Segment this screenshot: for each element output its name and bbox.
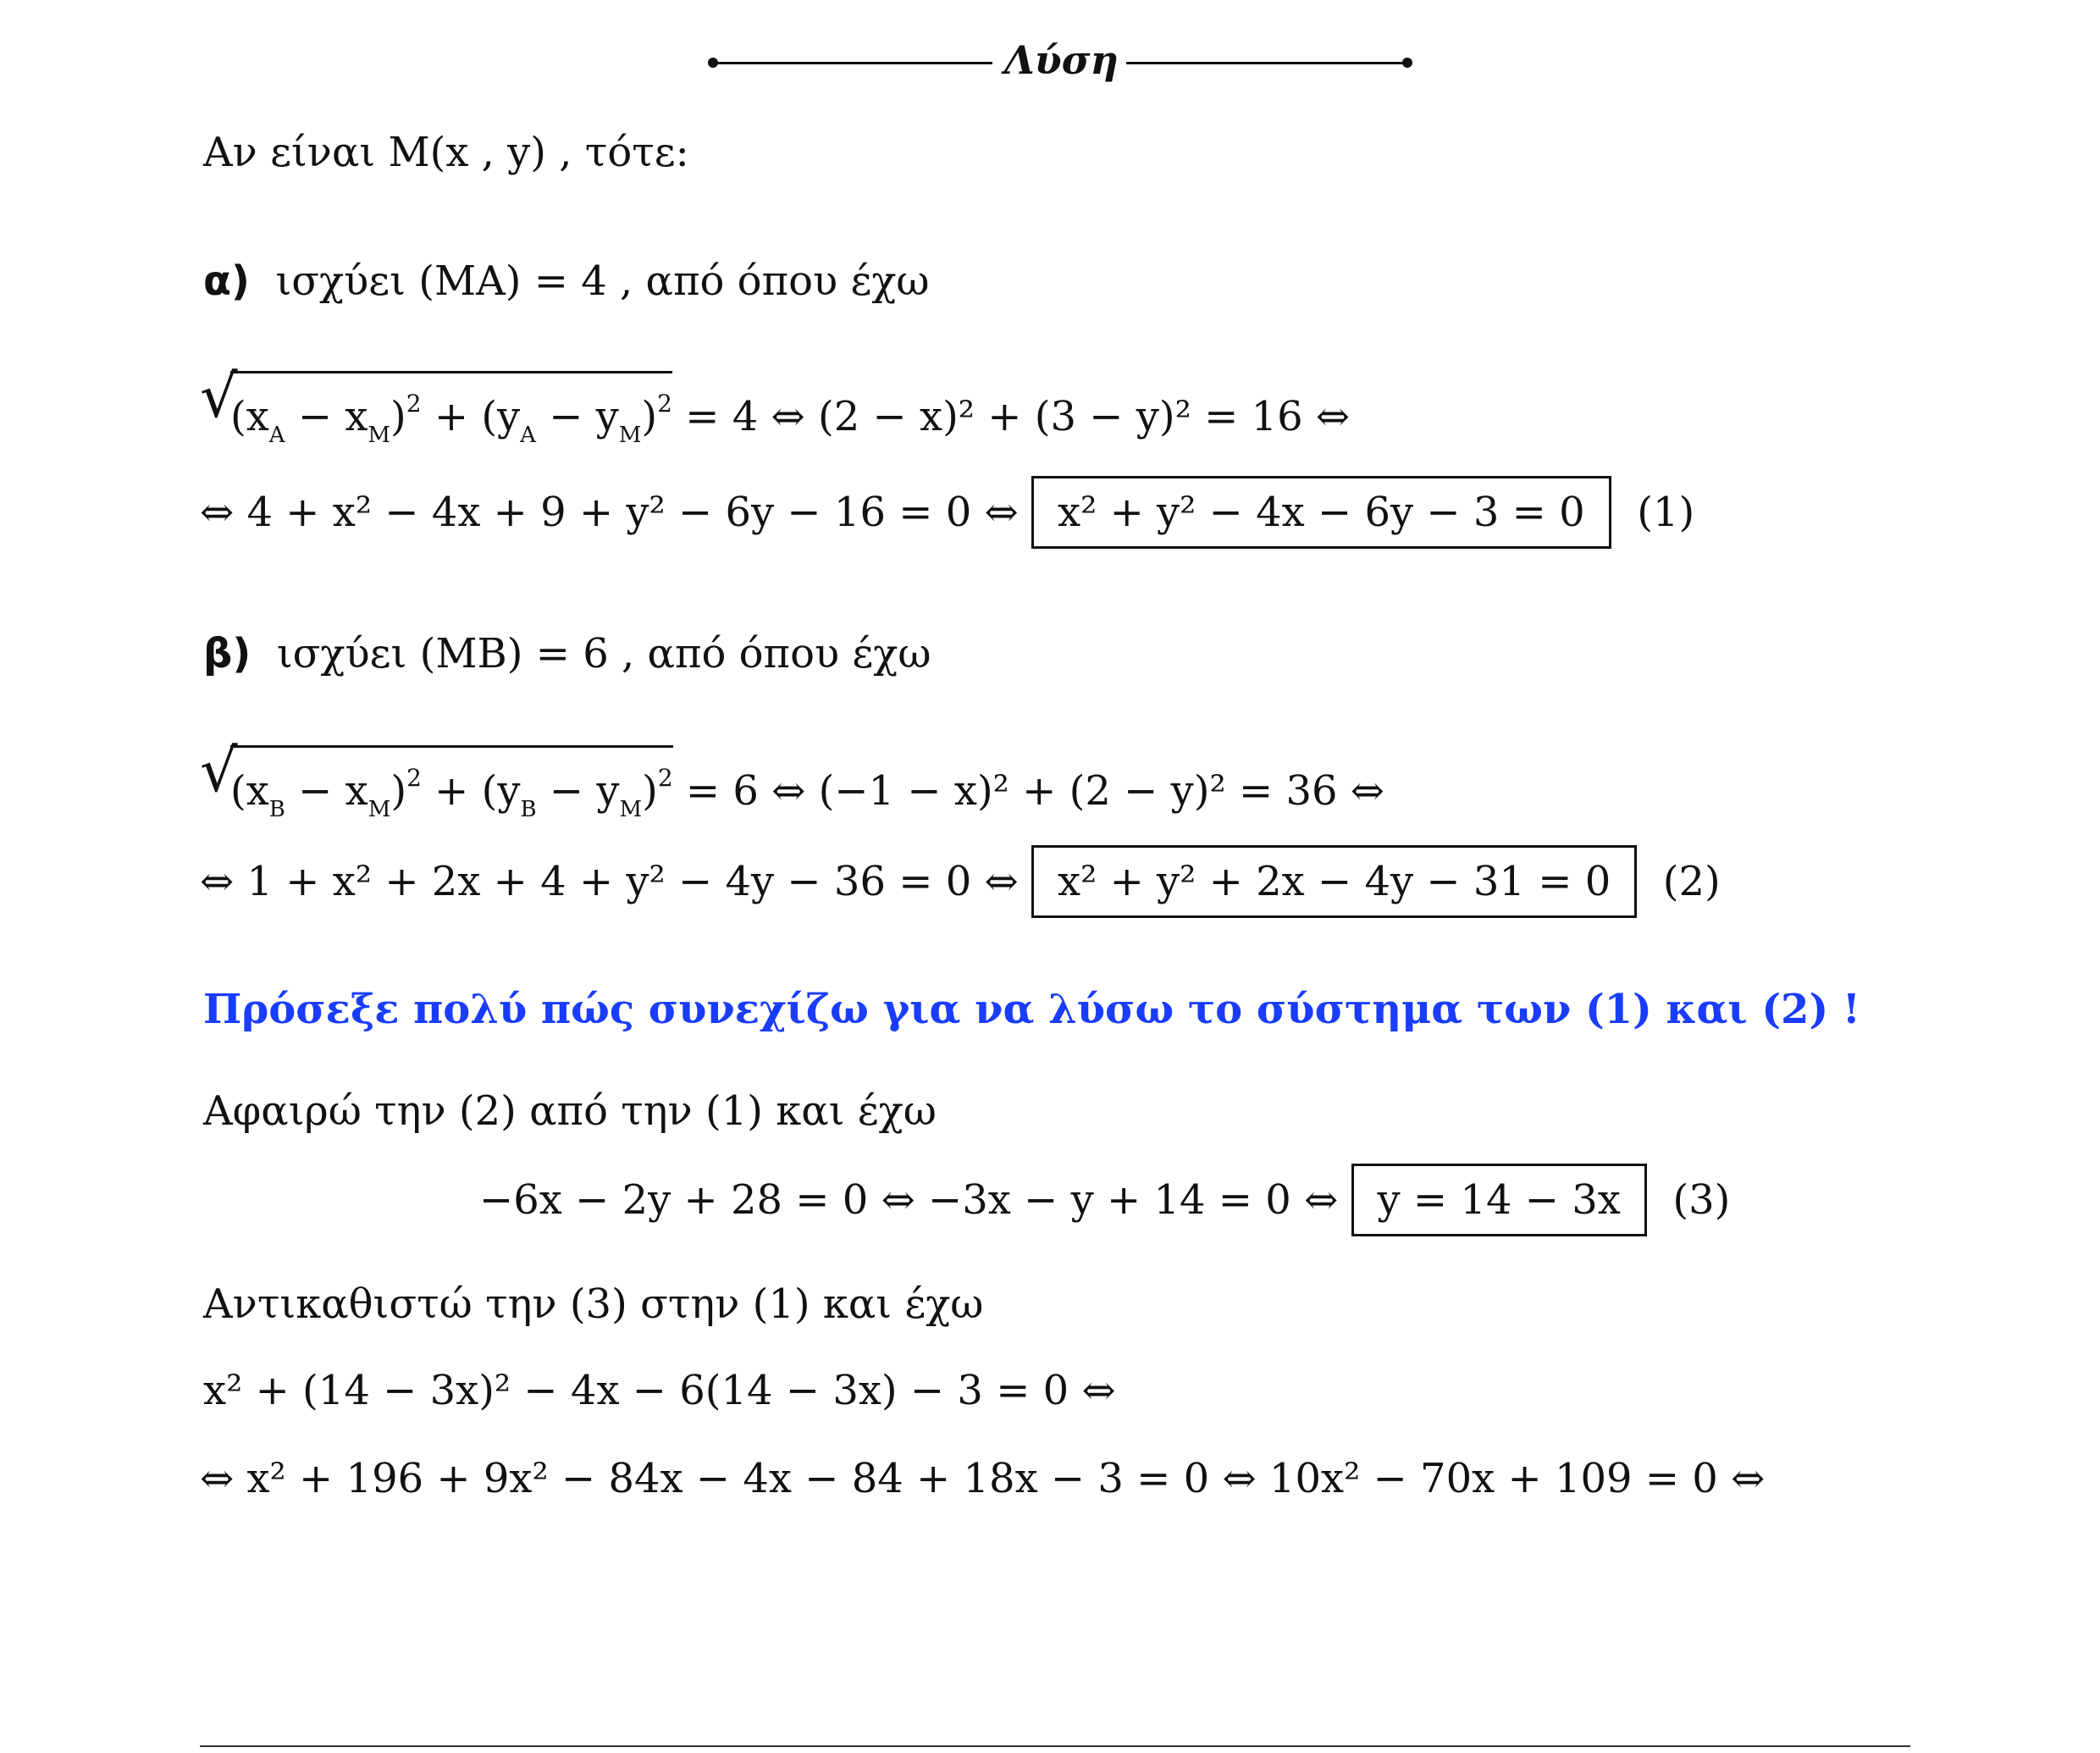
part-a-text: ισχύει (MA) = 4 , από όπου έχω — [275, 257, 930, 305]
substitute-text: Αντικαθιστώ την (3) στην (1) και έχω — [203, 1280, 984, 1328]
equation-ref-1: (1) — [1637, 489, 1695, 536]
subtract-eq-left: −6x − 2y + 28 = 0 ⇔ −3x − y + 14 = 0 ⇔ — [479, 1176, 1339, 1224]
part-b-expanded-equation — [200, 845, 1721, 918]
header-rule-left — [713, 62, 992, 64]
subtract-equation — [479, 1164, 1730, 1236]
page-title: Λύση — [1004, 37, 1119, 83]
part-a-eq2-left: ⇔ 4 + x² − 4x + 9 + y² − 6y − 16 = 0 ⇔ — [200, 489, 1019, 536]
substitute-equation-2: ⇔ x² + 196 + 9x² − 84x − 4x − 84 + 18x − 3 = 0 ⇔ 10x² − 70x + 109 = 0 ⇔ — [200, 1455, 1766, 1502]
header-rule-right — [1126, 62, 1406, 64]
header-rule-right-dot — [1402, 58, 1412, 68]
intro-text: Αν είναι M(x , y) , τότε: — [203, 129, 689, 176]
part-a-expanded-equation — [200, 476, 1694, 549]
part-a-distance-equation — [200, 362, 1351, 461]
part-a-label: α) — [203, 257, 250, 305]
equation-ref-3: (3) — [1672, 1176, 1731, 1224]
boxed-equation-2: x² + y² + 2x − 4y − 31 = 0 — [1031, 845, 1637, 918]
subtract-text: Αφαιρώ την (2) από την (1) και έχω — [203, 1087, 937, 1135]
part-b-text: ισχύει (MB) = 6 , από όπου έχω — [276, 630, 931, 677]
part-b-label: β) — [203, 630, 251, 677]
equation-ref-2: (2) — [1662, 858, 1721, 905]
part-b-eq1-rest: = 6 ⇔ (−1 − x)² + (2 − y)² = 36 ⇔ — [685, 767, 1385, 815]
part-a-statement — [203, 256, 930, 307]
part-b-distance-equation — [200, 736, 1385, 835]
substitute-equation-1: x² + (14 − 3x)² − 4x − 6(14 − 3x) − 3 = 0 ⇔ — [203, 1367, 1116, 1414]
boxed-equation-1: x² + y² − 4x − 6y − 3 = 0 — [1031, 476, 1611, 549]
sqrt-b: √ $(x_B - x_M)^2 + (y_B - y_M)^2$ — [200, 745, 673, 835]
part-a-eq1-rest: = 4 ⇔ (2 − x)² + (3 − y)² = 16 ⇔ — [685, 393, 1351, 440]
bottom-rule — [200, 1745, 1910, 1747]
sqrt-a: √ $(x_A - x_M)^2 + (y_A - y_M)^2$ — [200, 371, 672, 461]
part-b-eq2-left: ⇔ 1 + x² + 2x + 4 + y² − 4y − 36 = 0 ⇔ — [200, 858, 1019, 905]
boxed-equation-3: y = 14 − 3x — [1351, 1164, 1647, 1236]
part-b-statement — [203, 628, 931, 679]
highlight-note: Πρόσεξε πολύ πώς συνεχίζω για να λύσω το σύστημα των (1) και (2) ! — [203, 986, 1860, 1033]
